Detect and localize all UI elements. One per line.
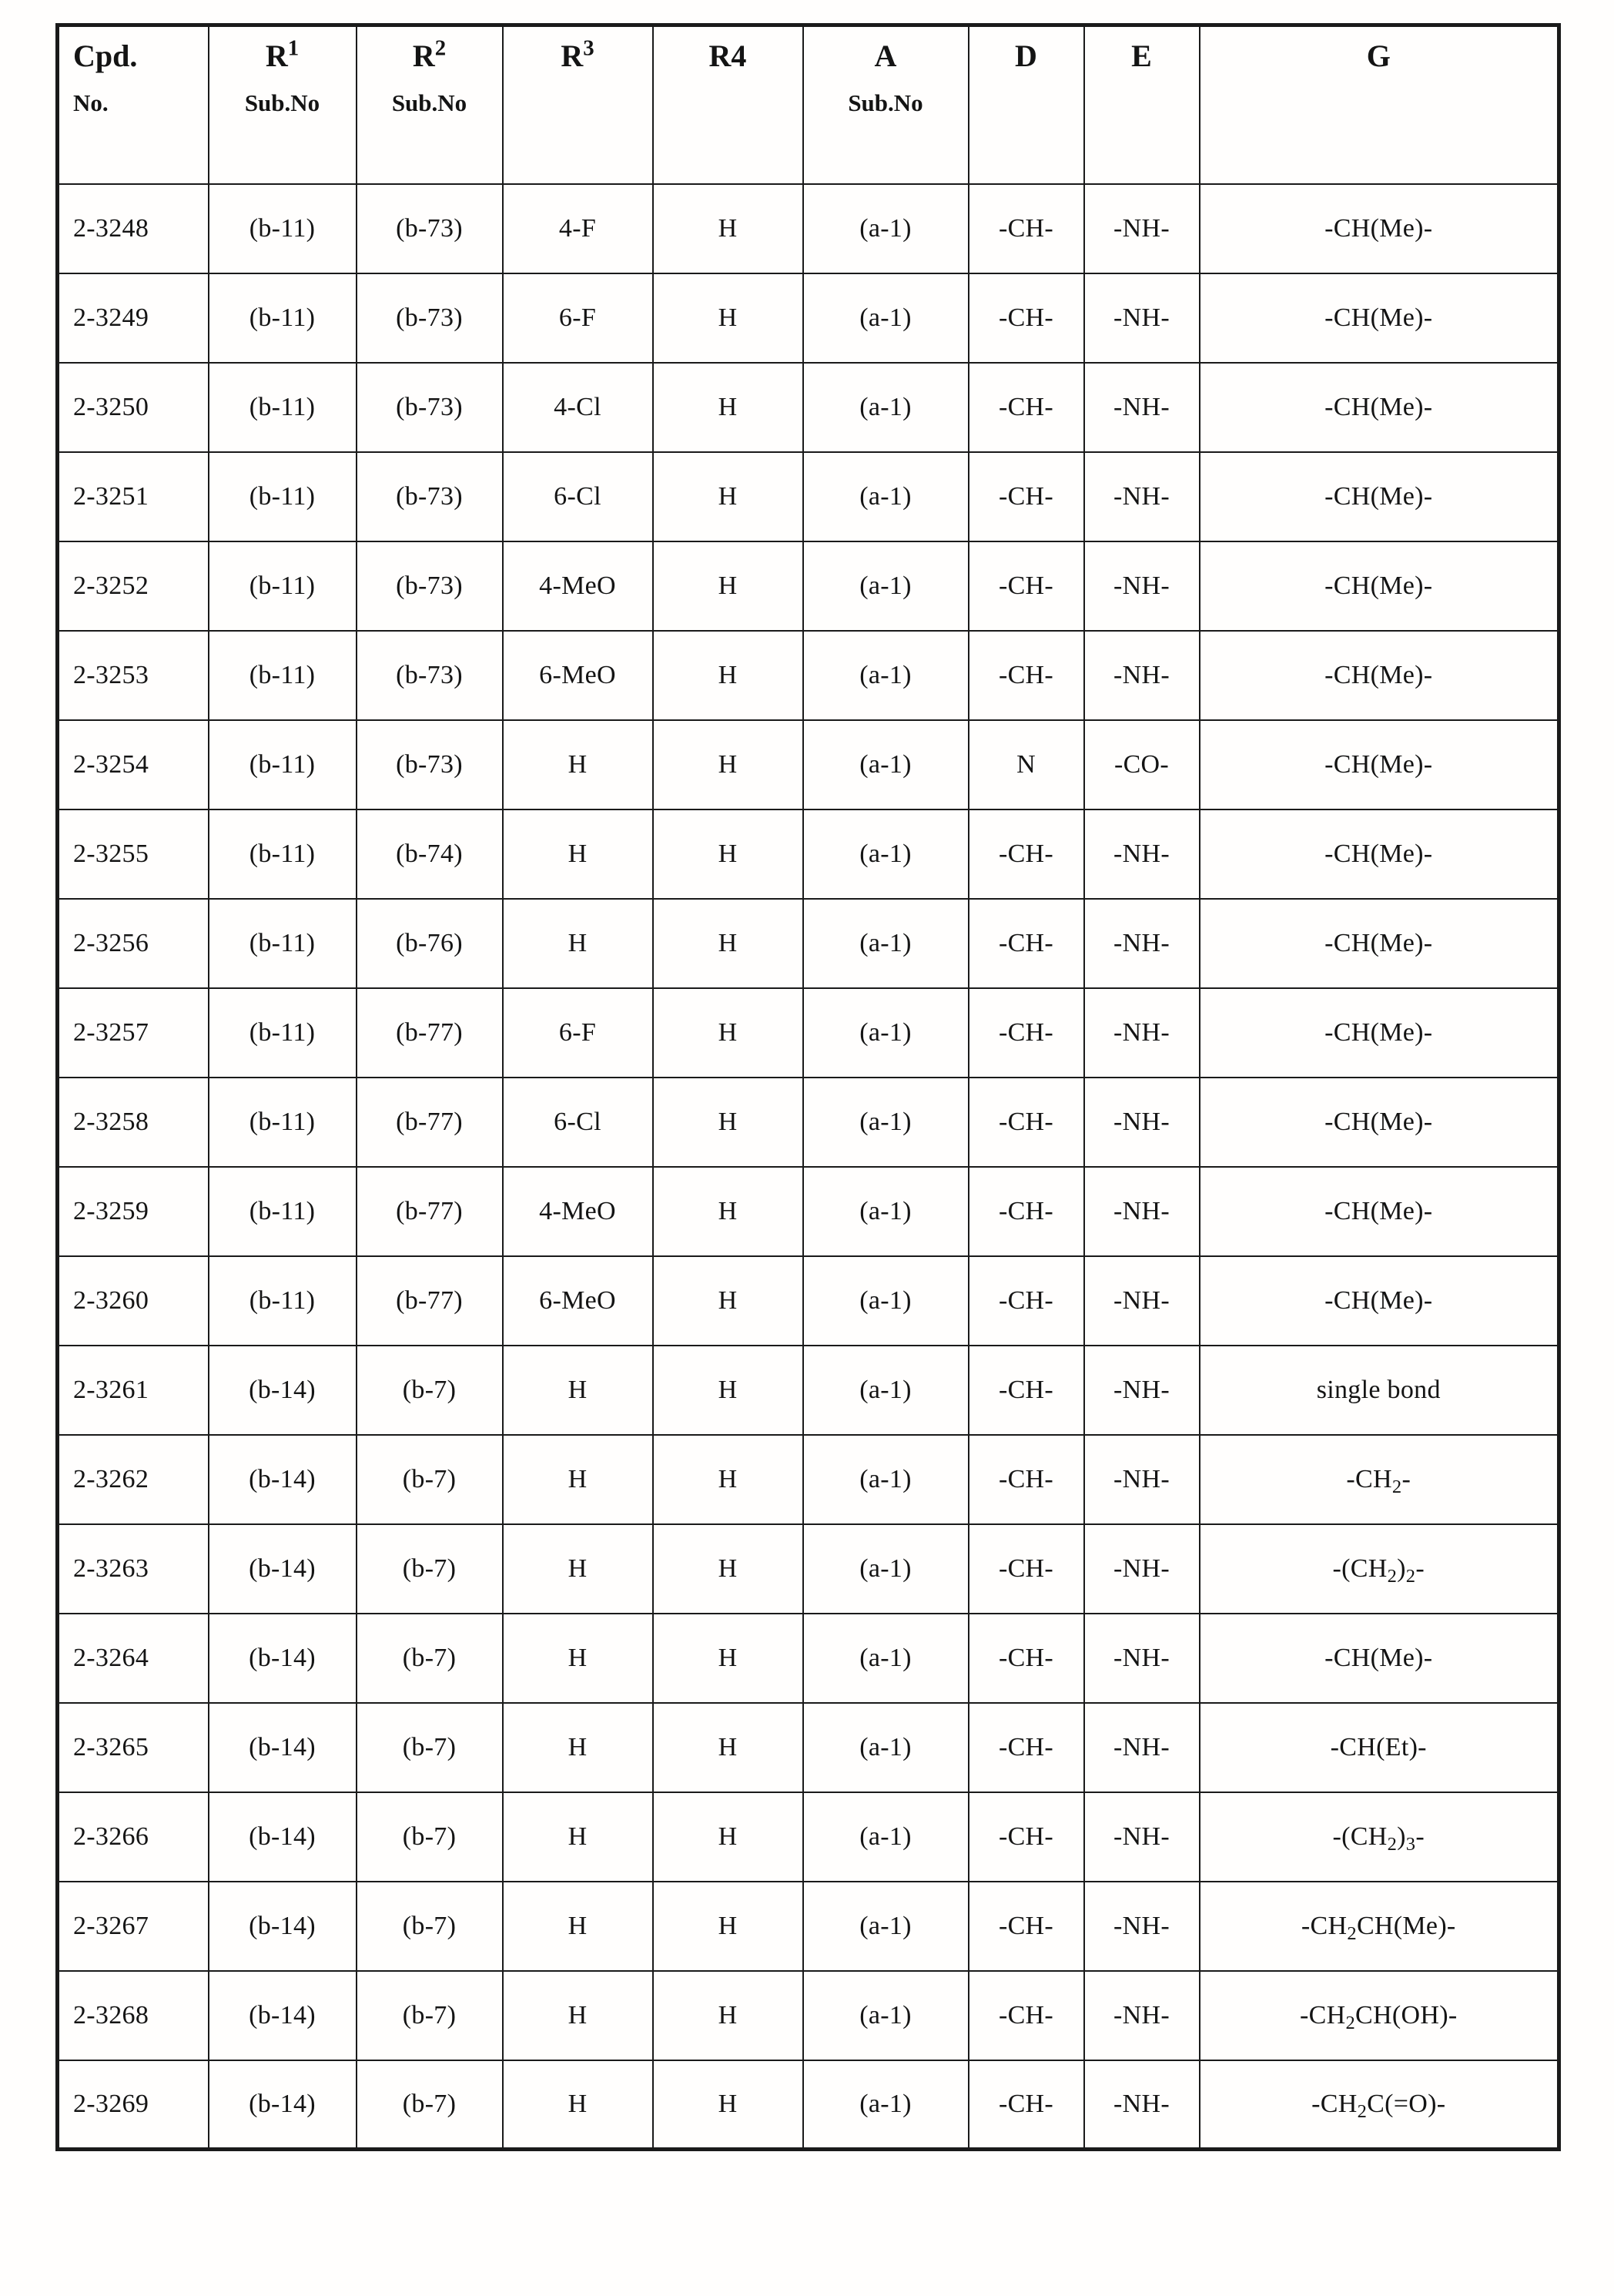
superscript: 2 [434,35,447,61]
table-header [58,25,1559,184]
table-cell-r4: H [653,1792,803,1882]
table-cell-r3: H [503,1792,653,1882]
table-cell-r4: H [653,1167,803,1256]
table-cell-d: -CH- [969,1614,1084,1703]
table-cell-d: -CH- [969,1346,1084,1435]
table-cell-d: -CH- [969,1882,1084,1971]
table-row [58,363,1559,452]
table-cell-g: -CH(Me)- [1200,541,1559,631]
table-row [58,1256,1559,1346]
table-cell-r3: H [503,1346,653,1435]
table-row [58,1882,1559,1971]
table-cell-r1: (b-14) [209,1792,357,1882]
table-cell-r1: (b-11) [209,899,357,988]
table-cell-r4: H [653,1435,803,1524]
table-cell-r1: (b-11) [209,1256,357,1346]
table-cell-r3: 6-MeO [503,631,653,720]
table-cell-d: -CH- [969,1792,1084,1882]
table-cell-e: -NH- [1084,184,1200,273]
table-cell-r1: (b-11) [209,363,357,452]
table-cell-g: -CH(Me)- [1200,1078,1559,1167]
table-cell-r1: (b-14) [209,1703,357,1792]
table-cell-r1: (b-11) [209,720,357,809]
table-cell-r1: (b-14) [209,2060,357,2150]
table-cell-d: -CH- [969,1078,1084,1167]
column-header-r4 [653,25,803,184]
table-cell-e: -NH- [1084,631,1200,720]
table-cell-g: -CH(Me)- [1200,988,1559,1078]
table-cell-r2: (b-7) [357,1614,503,1703]
table-cell-cpd-no: 2-3256 [58,899,209,988]
table-cell-r3: H [503,809,653,899]
table-cell-r4: H [653,2060,803,2150]
table-cell-e: -NH- [1084,452,1200,541]
table-cell-r4: H [653,631,803,720]
table-cell-r4: H [653,1524,803,1614]
table-cell-a: (a-1) [803,1167,969,1256]
table-cell-r3: H [503,1882,653,1971]
table-cell-a: (a-1) [803,1524,969,1614]
table-cell-a: (a-1) [803,720,969,809]
table-cell-a: (a-1) [803,899,969,988]
table-cell-e: -CO- [1084,720,1200,809]
table-cell-d: -CH- [969,1435,1084,1524]
header-row [58,25,1559,184]
table-cell-r3: 4-Cl [503,363,653,452]
table-row [58,1971,1559,2060]
column-header-g [1200,25,1559,184]
column-header-r2 [357,25,503,184]
table-row [58,184,1559,273]
table-cell-d: -CH- [969,1167,1084,1256]
table-cell-r1: (b-14) [209,1971,357,2060]
table-cell-e: -NH- [1084,1078,1200,1167]
table-cell-r4: H [653,273,803,363]
table-cell-r2: (b-73) [357,631,503,720]
table-cell-e: -NH- [1084,1792,1200,1882]
table-cell-g: -CH(Me)- [1200,184,1559,273]
table-cell-r1: (b-11) [209,631,357,720]
table-row [58,809,1559,899]
table-cell-r1: (b-14) [209,1882,357,1971]
table-row [58,988,1559,1078]
table-cell-r2: (b-73) [357,363,503,452]
table-cell-d: N [969,720,1084,809]
table-cell-r4: H [653,1256,803,1346]
table-row [58,273,1559,363]
column-header-sublabel: Sub.No [848,89,923,116]
column-header-label: G [1366,39,1391,73]
table-cell-a: (a-1) [803,1614,969,1703]
table-cell-r3: 4-MeO [503,1167,653,1256]
table-cell-g: -CH(Me)- [1200,631,1559,720]
column-header-label: Cpd. [73,39,138,73]
table-cell-r3: H [503,1703,653,1792]
table-cell-d: -CH- [969,273,1084,363]
table-cell-r2: (b-7) [357,1971,503,2060]
table-row [58,631,1559,720]
table-cell-r3: 4-MeO [503,541,653,631]
table-cell-g: $-(CH_2)_2-$ [1200,1524,1559,1614]
table-cell-r2: (b-7) [357,1882,503,1971]
table-cell-cpd-no: 2-3257 [58,988,209,1078]
table-row [58,1524,1559,1614]
column-header-label: E [1131,39,1152,73]
table-cell-e: -NH- [1084,363,1200,452]
table-cell-r2: (b-7) [357,1792,503,1882]
table-cell-g: -CH(Me)- [1200,1614,1559,1703]
table-cell-a: (a-1) [803,1078,969,1167]
table-cell-e: -NH- [1084,541,1200,631]
table-cell-cpd-no: 2-3264 [58,1614,209,1703]
table-cell-e: -NH- [1084,1971,1200,2060]
column-header-e [1084,25,1200,184]
table-cell-r3: H [503,1524,653,1614]
column-header-r1 [209,25,357,184]
table-row [58,1078,1559,1167]
table-cell-r4: H [653,184,803,273]
table-cell-a: (a-1) [803,631,969,720]
table-cell-cpd-no: 2-3258 [58,1078,209,1167]
column-header-label: R4 [708,39,747,73]
table-cell-e: -NH- [1084,1346,1200,1435]
table-cell-d: -CH- [969,184,1084,273]
subscript: 3 [1405,1833,1416,1855]
table-cell-d: -CH- [969,809,1084,899]
table-cell-r2: (b-73) [357,541,503,631]
table-cell-cpd-no: 2-3263 [58,1524,209,1614]
table-cell-r4: H [653,1882,803,1971]
table-cell-cpd-no: 2-3253 [58,631,209,720]
table-cell-g: -CH(Et)- [1200,1703,1559,1792]
table-cell-r2: (b-73) [357,452,503,541]
table-cell-d: -CH- [969,899,1084,988]
table-cell-r3: H [503,1971,653,2060]
table-row [58,720,1559,809]
table-cell-g: $-CH_2CH(OH)-$ [1200,1971,1559,2060]
table-cell-r4: H [653,1971,803,2060]
table-cell-r1: (b-11) [209,809,357,899]
subscript: 2 [1387,1833,1398,1855]
column-header-label: D [1015,39,1037,73]
table-cell-r1: (b-11) [209,273,357,363]
table-cell-cpd-no: 2-3269 [58,2060,209,2150]
table-cell-g: $-(CH_2)_3-$ [1200,1792,1559,1882]
table-cell-e: -NH- [1084,2060,1200,2150]
table-cell-e: -NH- [1084,1882,1200,1971]
table-cell-d: -CH- [969,541,1084,631]
table-cell-e: -NH- [1084,1435,1200,1524]
table-cell-d: -CH- [969,1703,1084,1792]
superscript: 3 [583,35,594,61]
subscript: 2 [1405,1565,1416,1587]
column-header-label: $R^3$ [561,35,594,73]
column-header-cpd-no [58,25,209,184]
table-cell-d: -CH- [969,1256,1084,1346]
table-cell-r4: H [653,452,803,541]
table-cell-r3: H [503,899,653,988]
table-cell-r3: H [503,1614,653,1703]
table-cell-r3: 4-F [503,184,653,273]
table-cell-r4: H [653,541,803,631]
table-cell-a: (a-1) [803,2060,969,2150]
table-cell-g: $-CH_2-$ [1200,1435,1559,1524]
table-cell-d: -CH- [969,2060,1084,2150]
table-cell-r2: (b-77) [357,1078,503,1167]
table-cell-a: (a-1) [803,1346,969,1435]
table-cell-d: -CH- [969,988,1084,1078]
table-cell-r1: (b-11) [209,988,357,1078]
compound-table [55,23,1561,2151]
table-row [58,1346,1559,1435]
table-cell-r1: (b-11) [209,184,357,273]
table-cell-a: (a-1) [803,541,969,631]
table-cell-r3: H [503,2060,653,2150]
table-cell-a: (a-1) [803,809,969,899]
table-cell-r2: (b-7) [357,1346,503,1435]
table-cell-a: (a-1) [803,363,969,452]
table-cell-d: -CH- [969,1524,1084,1614]
column-header-label: $R^1$ [265,35,300,73]
table-cell-g: -CH(Me)- [1200,452,1559,541]
table-cell-r4: H [653,988,803,1078]
table-cell-cpd-no: 2-3250 [58,363,209,452]
table-cell-r2: (b-74) [357,809,503,899]
table-cell-g: -CH(Me)- [1200,720,1559,809]
table-cell-r4: H [653,899,803,988]
table-cell-r2: (b-7) [357,1703,503,1792]
table-cell-r2: (b-73) [357,273,503,363]
table-cell-r1: (b-14) [209,1614,357,1703]
table-cell-e: -NH- [1084,1524,1200,1614]
table-cell-e: -NH- [1084,1256,1200,1346]
table-cell-cpd-no: 2-3267 [58,1882,209,1971]
table-cell-r4: H [653,1346,803,1435]
table-cell-cpd-no: 2-3251 [58,452,209,541]
table-cell-a: (a-1) [803,1256,969,1346]
table-cell-cpd-no: 2-3261 [58,1346,209,1435]
table-cell-r1: (b-11) [209,541,357,631]
table-cell-r3: H [503,1435,653,1524]
table-cell-r3: 6-Cl [503,452,653,541]
table-cell-a: (a-1) [803,988,969,1078]
table-cell-r2: (b-7) [357,2060,503,2150]
table-cell-r2: (b-77) [357,988,503,1078]
table-cell-cpd-no: 2-3248 [58,184,209,273]
table-cell-cpd-no: 2-3260 [58,1256,209,1346]
table-row [58,1435,1559,1524]
table-cell-r4: H [653,363,803,452]
table-row [58,899,1559,988]
table-cell-r2: (b-76) [357,899,503,988]
table-row [58,1614,1559,1703]
subscript: 2 [1387,1565,1398,1587]
table-cell-r1: (b-11) [209,452,357,541]
column-header-r3 [503,25,653,184]
table-cell-r3: 6-Cl [503,1078,653,1167]
table-cell-g: -CH(Me)- [1200,273,1559,363]
column-header-a [803,25,969,184]
column-header-sublabel: Sub.No [244,89,320,116]
column-header-label: $R^2$ [412,35,447,73]
table-cell-r3: H [503,720,653,809]
table-cell-g: -CH(Me)- [1200,363,1559,452]
table-cell-g: -CH(Me)- [1200,809,1559,899]
table-cell-r4: H [653,809,803,899]
column-header-d [969,25,1084,184]
table-cell-a: (a-1) [803,1792,969,1882]
table-cell-a: (a-1) [803,1882,969,1971]
table-cell-g: -CH(Me)- [1200,1167,1559,1256]
table-cell-r1: (b-14) [209,1435,357,1524]
table-cell-r1: (b-14) [209,1346,357,1435]
table-cell-e: -NH- [1084,1703,1200,1792]
table-row [58,541,1559,631]
table-cell-r3: 6-F [503,988,653,1078]
table-cell-d: -CH- [969,1971,1084,2060]
table-cell-r4: H [653,1703,803,1792]
table-cell-cpd-no: 2-3259 [58,1167,209,1256]
subscript: 2 [1391,1476,1402,1497]
table-body [58,184,1559,2150]
table-cell-r1: (b-11) [209,1167,357,1256]
table-cell-r2: (b-77) [357,1167,503,1256]
table-cell-cpd-no: 2-3255 [58,809,209,899]
table-cell-a: (a-1) [803,1971,969,2060]
table-cell-r2: (b-77) [357,1256,503,1346]
subscript: 2 [1357,2100,1368,2122]
table-cell-cpd-no: 2-3266 [58,1792,209,1882]
table-row [58,452,1559,541]
table-cell-r2: (b-7) [357,1435,503,1524]
table-cell-a: (a-1) [803,273,969,363]
table-row [58,1703,1559,1792]
table-cell-e: -NH- [1084,809,1200,899]
table-cell-g: $-CH_2C(=O)-$ [1200,2060,1559,2150]
table-cell-r2: (b-73) [357,720,503,809]
column-header-label: A [874,39,897,73]
table-cell-r1: (b-11) [209,1078,357,1167]
table-row [58,1167,1559,1256]
table-cell-g: -CH(Me)- [1200,1256,1559,1346]
table-cell-cpd-no: 2-3265 [58,1703,209,1792]
table-cell-d: -CH- [969,363,1084,452]
table-cell-cpd-no: 2-3249 [58,273,209,363]
table-row [58,2060,1559,2150]
table-cell-g: single bond [1200,1346,1559,1435]
table-cell-r3: 6-MeO [503,1256,653,1346]
subscript: 2 [1345,2012,1356,2033]
superscript: 1 [287,35,300,61]
column-header-sublabel: Sub.No [391,89,467,116]
subscript: 2 [1347,1922,1357,1944]
table-cell-g: $-CH_2CH(Me)-$ [1200,1882,1559,1971]
table-cell-r3: 6-F [503,273,653,363]
table-cell-e: -NH- [1084,1614,1200,1703]
table-row [58,1792,1559,1882]
table-cell-d: -CH- [969,452,1084,541]
table-cell-cpd-no: 2-3252 [58,541,209,631]
table-cell-e: -NH- [1084,1167,1200,1256]
table-cell-a: (a-1) [803,1703,969,1792]
column-header-sublabel: No. [73,89,109,116]
table-cell-a: (a-1) [803,1435,969,1524]
table-cell-r2: (b-7) [357,1524,503,1614]
table-cell-r4: H [653,1614,803,1703]
table-cell-a: (a-1) [803,184,969,273]
table-cell-g: -CH(Me)- [1200,899,1559,988]
table-cell-e: -NH- [1084,988,1200,1078]
table-cell-r4: H [653,1078,803,1167]
table-cell-e: -NH- [1084,273,1200,363]
table-cell-d: -CH- [969,631,1084,720]
table-cell-a: (a-1) [803,452,969,541]
table-cell-r2: (b-73) [357,184,503,273]
table-cell-r1: (b-14) [209,1524,357,1614]
table-cell-cpd-no: 2-3254 [58,720,209,809]
table-cell-cpd-no: 2-3268 [58,1971,209,2060]
table-cell-e: -NH- [1084,899,1200,988]
table-cell-r4: H [653,720,803,809]
table-cell-cpd-no: 2-3262 [58,1435,209,1524]
